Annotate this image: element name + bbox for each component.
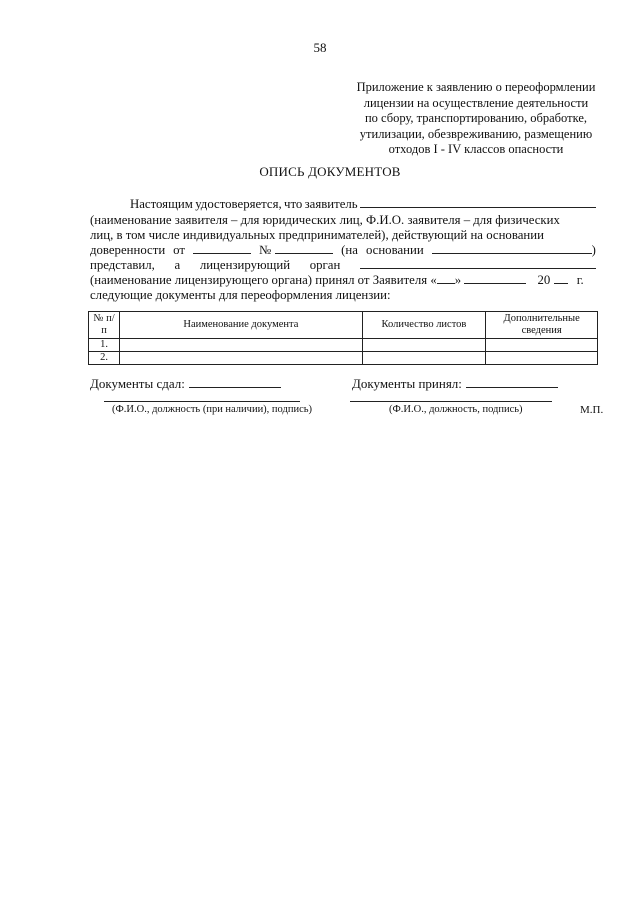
appendix-line: Приложение к заявлению о переоформлении xyxy=(356,80,596,94)
received-label: Документы принял: xyxy=(352,376,462,391)
stamp-place: М.П. xyxy=(580,404,604,416)
header-sheet-count: Количество листов xyxy=(362,312,486,339)
month-field[interactable] xyxy=(464,272,526,284)
closing-paren: ) xyxy=(591,243,596,257)
handed-over-signature xyxy=(90,376,281,392)
row-sheet-count[interactable] xyxy=(362,339,486,352)
row-number: 2. xyxy=(89,352,120,365)
body-line-2: (наименование заявителя – для юридических лиц, Ф.И.О. заявителя – для физических xyxy=(90,213,560,227)
appendix-line: отходов I - IV классов опасности xyxy=(388,142,564,156)
header-number: № п/п xyxy=(89,312,120,339)
body-word: что xyxy=(284,197,303,211)
body-line-1 xyxy=(130,196,596,212)
power-of-attorney-date-field[interactable] xyxy=(193,242,251,254)
header-additional-info: Дополнительные сведения xyxy=(486,312,598,339)
applicant-name-field[interactable] xyxy=(360,196,596,208)
row-additional-info[interactable] xyxy=(486,339,598,352)
table-row xyxy=(89,352,598,365)
body-word: Настоящим xyxy=(130,197,193,211)
received-caption: (Ф.И.О., должность, подпись) xyxy=(389,404,523,415)
body-word: основании xyxy=(365,243,424,257)
year-suffix: г. xyxy=(576,273,584,287)
body-word: удостоверяется, xyxy=(195,197,282,211)
body-word: доверенности xyxy=(90,243,166,257)
appendix-line: утилизации, обезвреживанию, размещению xyxy=(359,126,593,141)
body-word: заявитель xyxy=(304,197,358,211)
row-sheet-count[interactable] xyxy=(362,352,486,365)
body-word: орган xyxy=(309,258,341,272)
body-word: а xyxy=(174,258,181,272)
body-word: (на xyxy=(341,243,358,257)
row-document-name[interactable] xyxy=(120,352,362,365)
appendix-line: лицензии на осуществление деятельности xyxy=(363,95,589,110)
year-field[interactable] xyxy=(554,272,568,284)
table-row xyxy=(89,339,598,352)
appendix-note xyxy=(340,80,612,158)
received-signature xyxy=(352,376,558,392)
received-field[interactable] xyxy=(466,376,558,388)
body-line-7: следующие документы для переоформления лицензии: xyxy=(90,288,391,302)
year-prefix: 20 xyxy=(537,273,551,287)
basis-field[interactable] xyxy=(432,242,592,254)
body-word: представил, xyxy=(90,258,155,272)
power-of-attorney-number xyxy=(259,242,333,258)
handed-over-signature-line[interactable] xyxy=(104,401,300,402)
body-word: лицензирующий xyxy=(199,258,291,272)
documents-table xyxy=(88,311,598,365)
page-number: 58 xyxy=(313,40,327,55)
handed-over-caption: (Ф.И.О., должность (при наличии), подпись) xyxy=(112,404,313,415)
body-word: от xyxy=(173,243,185,257)
body-text: » xyxy=(454,273,462,287)
appendix-line: по сбору, транспортированию, обработке, xyxy=(364,111,588,125)
row-number: 1. xyxy=(89,339,120,352)
handed-over-label: Документы сдал: xyxy=(90,376,185,391)
body-line-5 xyxy=(90,257,596,273)
row-additional-info[interactable] xyxy=(486,352,598,365)
row-document-name[interactable] xyxy=(120,339,362,352)
licensing-authority-field[interactable] xyxy=(360,257,596,269)
body-line-4 xyxy=(90,242,596,258)
table-header-row xyxy=(89,312,598,339)
body-text: (наименование лицензирующего органа) принял от Заявителя « xyxy=(90,273,437,287)
header-document-name: Наименование документа xyxy=(120,312,362,339)
body-line-3: лиц, в том числе индивидуальных предпринимателей), действующий на основании xyxy=(90,228,544,242)
power-of-attorney-number-field[interactable] xyxy=(275,242,333,254)
day-field[interactable] xyxy=(437,272,455,284)
body-line-6 xyxy=(90,272,596,288)
document-title: ОПИСЬ ДОКУМЕНТОВ xyxy=(259,164,401,179)
handed-over-field[interactable] xyxy=(189,376,281,388)
received-signature-line[interactable] xyxy=(350,401,552,402)
basis-group xyxy=(432,242,596,258)
number-sign: № xyxy=(258,243,272,257)
